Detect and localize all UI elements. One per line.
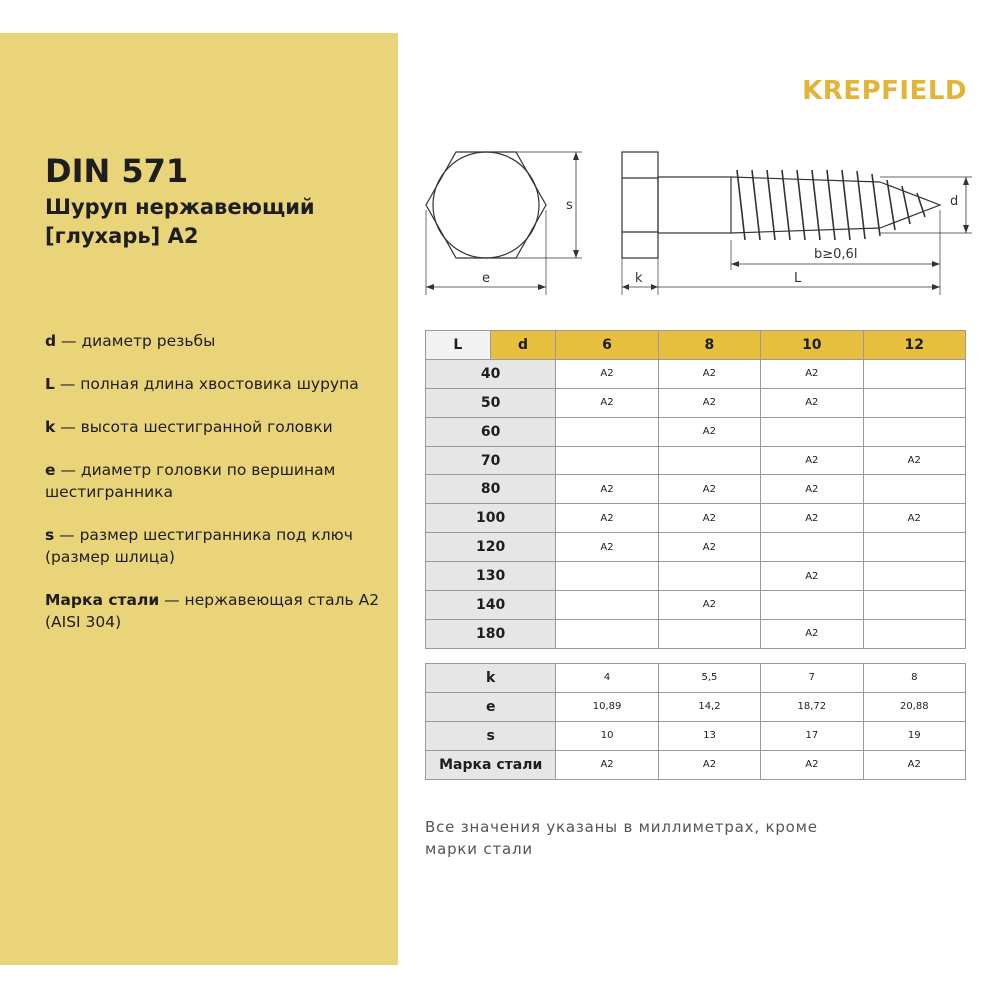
legend-text: — нержавеющая сталь A2 (AISI 304) xyxy=(45,591,380,631)
table-cell: 14,2 xyxy=(658,692,760,721)
table-row xyxy=(426,388,966,417)
legend-text: — высота шестигранной головки xyxy=(55,418,333,436)
screw-head-side xyxy=(622,152,658,258)
table-row xyxy=(426,533,966,562)
legend-key: L xyxy=(45,375,55,393)
table-cell: A2 xyxy=(658,591,760,620)
legend-item xyxy=(45,524,390,568)
table-cell xyxy=(658,619,760,648)
table-row xyxy=(426,417,966,446)
table-cell: 5,5 xyxy=(658,664,760,693)
dim-label-k: k xyxy=(635,271,643,286)
table-cell xyxy=(761,417,863,446)
table-cell: A2 xyxy=(556,475,658,504)
table-cell xyxy=(761,533,863,562)
legend-key: k xyxy=(45,418,56,436)
screw-shank xyxy=(658,177,731,233)
table-cell xyxy=(658,446,760,475)
legend-text: — размер шестигранника под ключ (размер шлица) xyxy=(45,526,353,566)
table-cell: A2 xyxy=(863,750,965,779)
legend xyxy=(45,330,390,654)
row-header: 140 xyxy=(426,591,556,620)
table-cell: 7 xyxy=(761,664,863,693)
table-cell: A2 xyxy=(761,359,863,388)
table-cell: 19 xyxy=(863,721,965,750)
column-header: 6 xyxy=(556,331,658,360)
table-cell: A2 xyxy=(556,533,658,562)
table-cell: A2 xyxy=(761,750,863,779)
legend-key: s xyxy=(45,526,55,544)
table-cell xyxy=(863,619,965,648)
row-header: 180 xyxy=(426,619,556,648)
table-cell: 20,88 xyxy=(863,692,965,721)
table-cell xyxy=(863,533,965,562)
table-row xyxy=(426,664,966,693)
column-header: 8 xyxy=(658,331,760,360)
table-cell: A2 xyxy=(658,504,760,533)
table-cell: 4 xyxy=(556,664,658,693)
table-cell xyxy=(556,417,658,446)
brand-logo: KREPFIELD xyxy=(802,76,967,106)
table-cell: 8 xyxy=(863,664,965,693)
legend-item xyxy=(45,459,390,503)
legend-key: d xyxy=(45,332,57,350)
sizes-table xyxy=(425,330,966,649)
table-row xyxy=(426,591,966,620)
table-cell: A2 xyxy=(658,533,760,562)
table-cell: 17 xyxy=(761,721,863,750)
hex-head-outline xyxy=(426,152,546,258)
row-header: 60 xyxy=(426,417,556,446)
units-note: Все значения указаны в миллиметрах, кроме марки стали xyxy=(425,818,818,858)
row-header: s xyxy=(426,721,556,750)
legend-key: e xyxy=(45,461,56,479)
legend-item xyxy=(45,330,390,352)
table-cell xyxy=(556,562,658,591)
table-cell xyxy=(863,591,965,620)
column-header: 12 xyxy=(863,331,965,360)
table-cell: A2 xyxy=(556,750,658,779)
table-cell xyxy=(863,388,965,417)
table-cell: A2 xyxy=(761,619,863,648)
dim-label-e: e xyxy=(482,271,490,286)
dim-label-d: d xyxy=(950,194,959,209)
table-row xyxy=(426,750,966,779)
table-row xyxy=(426,562,966,591)
row-header: k xyxy=(426,664,556,693)
dim-label-b: b≥0,6l xyxy=(814,247,858,262)
row-header: 70 xyxy=(426,446,556,475)
table-cell xyxy=(863,359,965,388)
table-cell xyxy=(761,591,863,620)
table-row xyxy=(426,721,966,750)
table-cell xyxy=(863,475,965,504)
table-row xyxy=(426,619,966,648)
table-cell: A2 xyxy=(863,446,965,475)
page-subtitle: Шуруп нержавеющий [глухарь] A2 xyxy=(45,195,315,248)
legend-text: — диаметр резьбы xyxy=(56,332,216,350)
properties-table xyxy=(425,663,966,780)
table-cell: 18,72 xyxy=(761,692,863,721)
row-header: e xyxy=(426,692,556,721)
table-cell: A2 xyxy=(761,504,863,533)
legend-item xyxy=(45,373,390,395)
table-cell: A2 xyxy=(658,388,760,417)
corner-L: L xyxy=(426,331,491,360)
table-header-row xyxy=(426,331,966,360)
table-cell xyxy=(658,562,760,591)
row-header: 120 xyxy=(426,533,556,562)
table-cell xyxy=(863,562,965,591)
table-cell xyxy=(556,591,658,620)
table-cell: A2 xyxy=(658,359,760,388)
table-row xyxy=(426,504,966,533)
row-header: 50 xyxy=(426,388,556,417)
table-cell xyxy=(556,619,658,648)
table-cell: A2 xyxy=(658,475,760,504)
column-header: 10 xyxy=(761,331,863,360)
row-header: Марка стали xyxy=(426,750,556,779)
table-cell: A2 xyxy=(761,388,863,417)
table-row xyxy=(426,692,966,721)
table-cell: 10,89 xyxy=(556,692,658,721)
row-header: 130 xyxy=(426,562,556,591)
table-cell: A2 xyxy=(761,562,863,591)
table-row xyxy=(426,475,966,504)
row-header: 100 xyxy=(426,504,556,533)
dim-label-s: s xyxy=(566,198,573,213)
dim-label-L: L xyxy=(794,271,802,286)
table-cell: A2 xyxy=(556,504,658,533)
table-cell: 13 xyxy=(658,721,760,750)
legend-text: — диаметр головки по вершинам шестигранника xyxy=(45,461,336,501)
table-cell: 10 xyxy=(556,721,658,750)
table-cell: A2 xyxy=(556,359,658,388)
table-cell xyxy=(863,417,965,446)
legend-item xyxy=(45,589,390,633)
legend-text: — полная длина хвостовика шурупа xyxy=(54,375,359,393)
page-title: DIN 571 xyxy=(45,152,189,190)
table-cell xyxy=(556,446,658,475)
table-cell: A2 xyxy=(556,388,658,417)
legend-key: Марка стали xyxy=(45,591,160,609)
table-row xyxy=(426,446,966,475)
hex-head-circle xyxy=(433,152,539,258)
legend-item xyxy=(45,416,390,438)
table-cell: A2 xyxy=(658,750,760,779)
table-cell: A2 xyxy=(761,475,863,504)
table-row xyxy=(426,359,966,388)
table-cell: A2 xyxy=(863,504,965,533)
corner-d: d xyxy=(490,331,556,360)
table-cell: A2 xyxy=(761,446,863,475)
screw-diagram xyxy=(410,130,980,310)
row-header: 40 xyxy=(426,359,556,388)
row-header: 80 xyxy=(426,475,556,504)
table-cell: A2 xyxy=(658,417,760,446)
